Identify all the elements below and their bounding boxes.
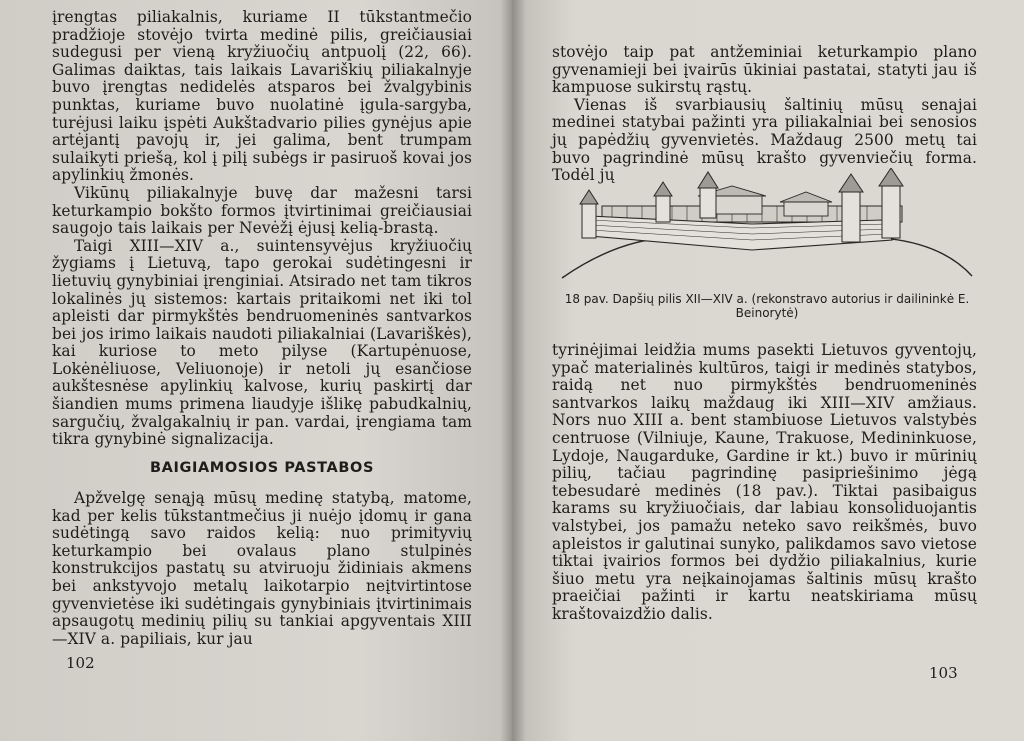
page-number: 103 <box>929 664 958 682</box>
left-page-text-top <box>52 9 472 449</box>
figure-caption: 18 pav. Dapšių pilis XII—XIV a. (rekonstravo autorius ir dailininkė E. Beinorytė) <box>564 292 970 320</box>
section-heading: BAIGIAMOSIOS PASTABOS <box>150 460 374 476</box>
right-page-text-top <box>552 44 977 185</box>
left-page-text-bottom <box>52 490 472 648</box>
paragraph: stovėjo taip pat antžeminiai keturkampio plano gyvenamieji bei įvairūs ūkiniai pastatai, statyti jau iš kampuose sukirstų rąstų. <box>552 43 977 97</box>
paragraph: įrengtas piliakalnis, kuriame II tūkstantmečio pradžioje stovėjo tvirta medinė pilis, greičiausiai sudegusi per vieną kryžiuočių antpuolį (22, 66). Galimas daiktas, tais laikais Lavariškių piliakalnyje buvo įrengtas nedidelės atsparos bei žvalgybinis punktas, kuriame buvo nuolatinė įgula-sargyba, turėjusi laiku įspėti Aukštadvario pilies gynėjus apie artėjantį pavojų ir, jei galima, bent trumpam sulaikyti priešą, kol į pilį subėgs ir pasiruoš kovai jos apylinkių žmonės. <box>52 8 472 185</box>
castle-illustration <box>552 168 982 286</box>
right-page-text-bottom <box>552 342 977 624</box>
paragraph: tyrinėjimai leidžia mums pasekti Lietuvos gyventojų, ypač materialinės kultūros, taigi ir medinės statybos, raidą net nuo pirmykštės bendruomeninės santvarkos laikų maždaug iki XIII—XIV amžiaus. Nors nuo XIII a. bent stambiuose Lietuvos valstybės centruose (Vilniuje, Kaune, Trakuose, Medininkuose, Lydoje, Naugarduke, Gardine ir kt.) buvo ir mūrinių pilių, tačiau pagrindinę pasipriešinimo jėgą tebesudarė medinės (18 pav.). Tiktai pasibaigus karams su kryžiuočiais, dar labiau konsoliduojantis valstybei, jos pamažu neteko savo reikšmės, buvo apleistos ir galutinai sunyko, palikdamos savo vietose tiktai įvairios formos bei dydžio piliakalnius, kurie šiuo metu yra neįkainojamas šaltinis mūsų krašto praeičiai pažinti ir kartu neatskiriama mūsų kraštovaizdžio dalis. <box>552 341 977 623</box>
paragraph: Vikūnų piliakalnyje buvę dar mažesni tarsi keturkampio bokšto formos įtvirtinimai greičiausiai saugojo tais laikais per Nevėžį ėjusį kelią-brastą. <box>52 183 472 238</box>
page-number: 102 <box>66 654 95 672</box>
paragraph: Taigi XIII—XIV a., suintensyvėjus kryžiuočių žygiams į Lietuvą, tapo gerokai sudėtingesni ir lietuvių gynybiniai įrenginiai. Atsirado net tam tikros lokalinės jų sistemos: kartais pritaikomi net iki tol apleisti dar pirmykštės bendruomeninės santvarkos bei jos irimo laikais naudoti piliakalniai (Lavariškės), kai kuriose to meto pilyse (Kartupėnuose, Lokėnėliuose, Veliuonoje) ir netoli jų esančiose aukštesnėse apylinkių kalvose, kurių paskirtį dar šiandien mums primena liaudyje išlikę pabudkalnių, sargučių, žvalgakalnių ir pan. vardai, įrengiama tam tikra gynybinė signalizacija. <box>52 236 472 449</box>
paragraph: Apžvelgę senąją mūsų medinę statybą, matome, kad per kelis tūkstantmečius ji nuėjo įdomų ir gana sudėtingą savo raidos kelią: nuo primityvių keturkampio bei ovalaus plano stulpinės konstrukcijos pastatų su atviruoju židiniais akmens bei ankstyvojo metalų laikotarpio neįtvirtintose gyvenvietėse iki sudėtingais gynybiniais įtvirtinimais apsaugotų medinių pilių su tankiai apgyventais XIII—XIV a. papiliais, kur jau <box>52 489 472 648</box>
book-gutter <box>500 0 526 741</box>
paragraph: Vienas iš svarbiausių šaltinių mūsų senajai medinei statybai pažinti yra piliakalniai bei senosios jų papėdžių gyvenvietės. Maždaug 2500 metų tai buvo pagrindinė mūsų krašto gyvenviečių forma. Todėl jų <box>552 95 977 185</box>
right-page <box>512 0 1024 741</box>
